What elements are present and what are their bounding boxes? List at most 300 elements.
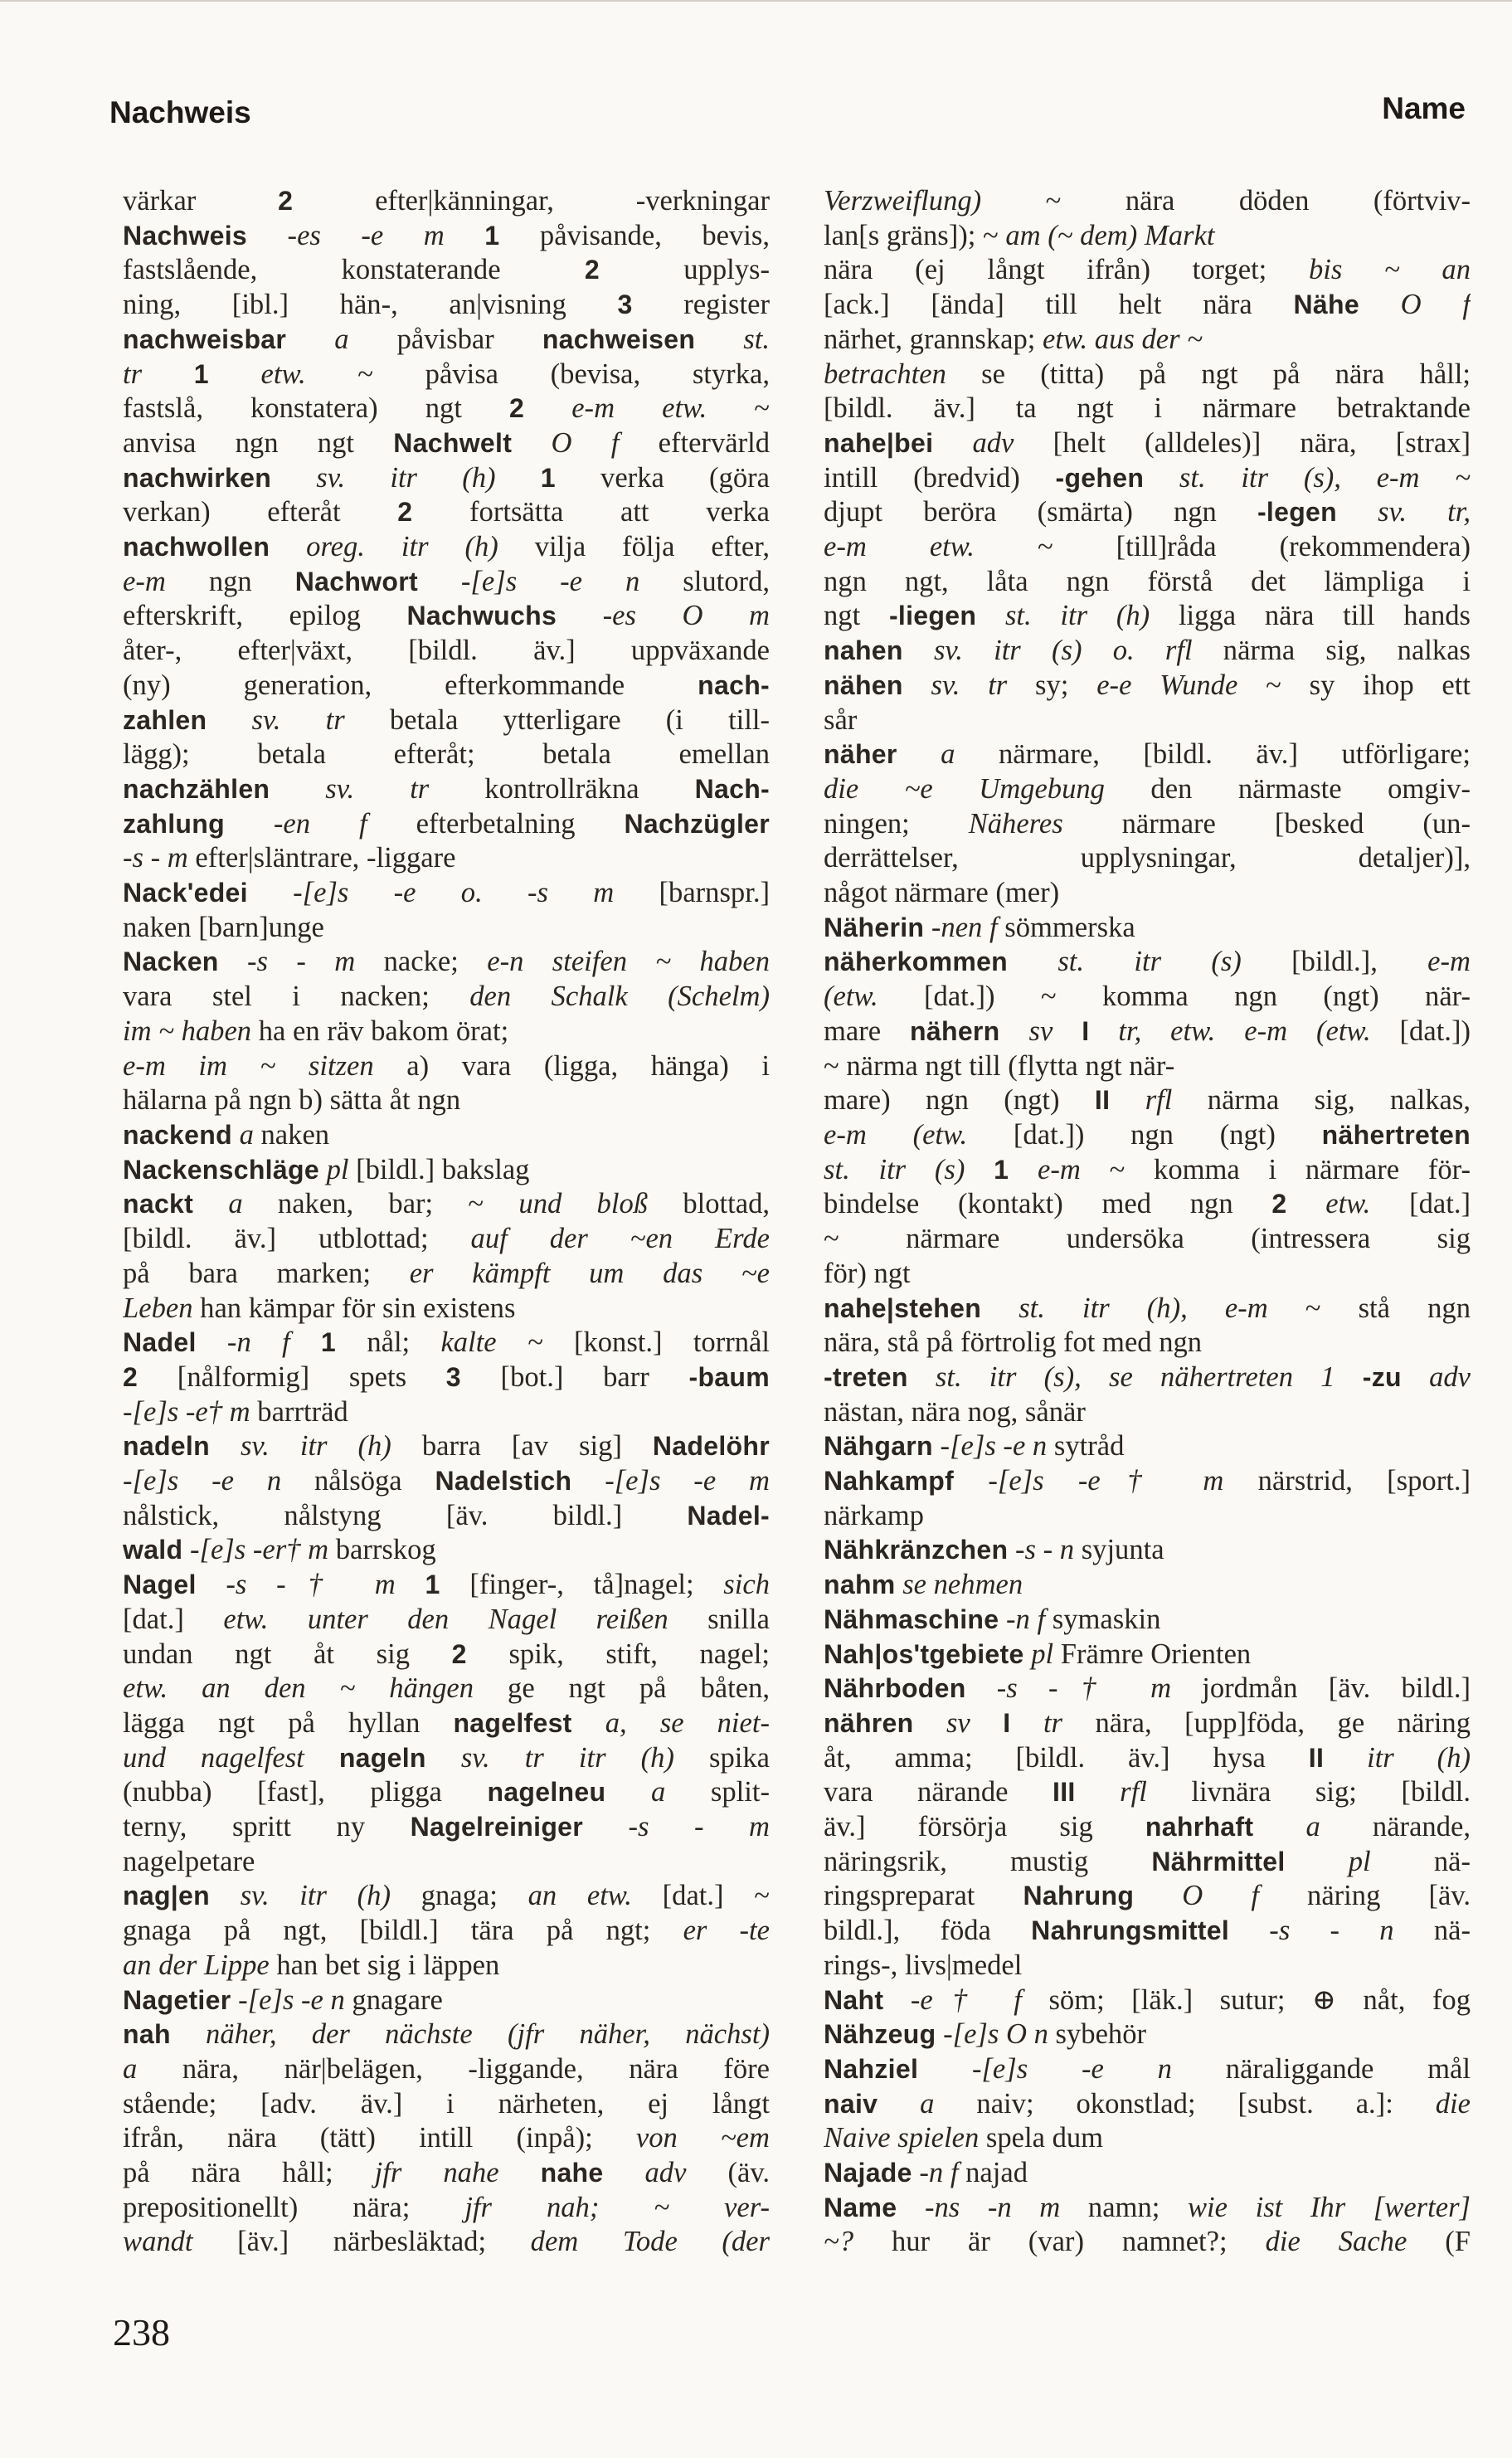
definition-text: ~ [till]råda (rekommendera): [974, 531, 1471, 563]
headword: wald: [123, 1535, 183, 1565]
grammar-note: se nehmen: [895, 1569, 1023, 1601]
entry-line: [123, 1153, 770, 1188]
grammar-note: am (~ dem) Markt: [1005, 219, 1215, 251]
definition-text: sytråd: [1047, 1430, 1125, 1463]
entry-line: [824, 530, 1471, 565]
definition-text: nära, när|belägen, -liggande, nära före: [137, 2052, 770, 2085]
grammar-note: e-m: [123, 565, 166, 597]
definition-text: namn;: [1060, 2191, 1188, 2223]
page-number: 238: [113, 2311, 170, 2353]
entry-line: [824, 1360, 1471, 1395]
grammar-note: -[e]s O n: [936, 2018, 1048, 2051]
definition-text: påvisbar: [348, 323, 542, 355]
grammar-note: e-n steifen ~ haben: [487, 946, 770, 978]
grammar-note: sv. tr: [207, 703, 345, 736]
definition-text: [396, 1569, 425, 1600]
headword: Nadel-: [687, 1500, 770, 1531]
definition-text: fastslå, konstatera) ngt: [123, 392, 510, 425]
headword: 1: [484, 220, 500, 251]
grammar-note: -[e]s -er† m: [182, 1534, 329, 1566]
headword: nadeln: [123, 1431, 210, 1462]
grammar-note: jfr nahe: [374, 2157, 499, 2189]
entry-line: [824, 1672, 1471, 1706]
headword: 3: [617, 290, 633, 320]
grammar-note: st.: [695, 323, 770, 355]
grammar-note: a: [231, 1118, 254, 1151]
entry-line: [824, 1429, 1471, 1464]
headword: 2: [584, 255, 600, 285]
definition-text: (F: [1407, 2226, 1471, 2258]
grammar-note: st. itr (h): [976, 600, 1150, 632]
grammar-note: st. itr (s), e-m ~: [1144, 461, 1471, 494]
definition-text: [bildl. äv.] ta ngt i närmare betraktande: [824, 392, 1471, 425]
headword: nahm: [824, 1570, 896, 1600]
entry-line: [824, 1706, 1471, 1741]
definition-text: närma sig, nalkas,: [1172, 1084, 1471, 1117]
definition-text: [bildl. äv.] utblottad;: [123, 1223, 471, 1255]
grammar-note: -[e]s -e n: [932, 1430, 1048, 1463]
definition-text: ngt: [824, 600, 889, 632]
grammar-note: -ns -n m: [897, 2191, 1061, 2223]
grammar-note: von ~em: [635, 2122, 770, 2154]
grammar-note: a, se niet-: [571, 1706, 770, 1739]
headword: 2: [509, 393, 525, 424]
grammar-note: bis ~ an: [1308, 254, 1471, 286]
definition-text: mare: [824, 1015, 911, 1047]
definition-text: värkar: [123, 185, 279, 217]
entry-line: [824, 1499, 1471, 1534]
grammar-note: an der Lippe: [123, 1949, 270, 1981]
entry-line: [824, 1568, 1471, 1603]
grammar-note: adv: [933, 426, 1014, 459]
grammar-note: oreg. itr (h): [270, 531, 498, 563]
grammar-note: e-m etw.: [524, 392, 707, 425]
headword: nahen: [824, 635, 903, 666]
grammar-note: -n f: [912, 2157, 959, 2189]
entry-line: [123, 1395, 770, 1430]
definition-text: kontrollräkna: [429, 772, 695, 805]
headword: -baum: [688, 1361, 770, 1392]
entry-line: [123, 911, 770, 946]
grammar-note: tr: [123, 358, 194, 390]
definition-text: bindelse (kontakt) med ngn: [824, 1188, 1272, 1220]
definition-text: den närmaste omgiv-: [1104, 772, 1471, 805]
grammar-note: sv. itr (h): [209, 1430, 391, 1463]
entry-line: [824, 703, 1471, 738]
headword: nachweisbar: [123, 324, 287, 354]
headword: nähren: [824, 1707, 914, 1738]
headword: nähen: [824, 669, 903, 700]
grammar-note: Naive spielen: [824, 2122, 980, 2154]
entry-line: [824, 1464, 1471, 1499]
definition-text: hur är (var) namnet?;: [853, 2226, 1266, 2258]
grammar-note: e-m etw.: [824, 531, 975, 563]
headword: 1: [994, 1154, 1009, 1185]
definition-text: fastslående, konstaterande: [123, 254, 585, 286]
headword: 2: [451, 1638, 467, 1669]
grammar-note: -[e]s -e† m: [954, 1465, 1224, 1497]
grammar-note: tr, etw. e-m (etw.: [1089, 1015, 1371, 1047]
grammar-note: er kämpft um das ~e: [409, 1257, 770, 1289]
headword: Nagelreiniger: [410, 1812, 584, 1842]
definition-text: ngn ngt, låta ngn förstå det lämpliga i: [824, 565, 1471, 597]
headword: Nacken: [123, 947, 219, 977]
entry-line: [123, 1222, 770, 1257]
headword: nagelfest: [453, 1707, 572, 1738]
entry-line: [123, 1568, 770, 1603]
headword: Nähmaschine: [824, 1604, 999, 1634]
entry-line: [123, 703, 770, 738]
headword: nahe|bei: [824, 427, 934, 458]
definition-text: [bildl.],: [1241, 946, 1428, 978]
headword: Nachzügler: [624, 808, 770, 839]
grammar-note: und nagelfest: [123, 1741, 304, 1774]
headword: III: [1053, 1777, 1076, 1808]
entry-line: [824, 219, 1471, 254]
definition-text: upplys-: [599, 254, 770, 286]
grammar-note: sv. itr (h): [210, 1880, 391, 1912]
definition-text: nära, stå på förtrolig fot med ngn: [824, 1326, 1203, 1359]
grammar-note: sv. tr: [270, 772, 430, 805]
headword: 2: [123, 1361, 139, 1392]
definition-text: nä-: [1370, 1845, 1471, 1877]
definition-text: [965, 1154, 994, 1185]
grammar-note: -en f: [224, 807, 367, 840]
grammar-note: -e† f: [883, 1983, 1022, 2016]
entry-line: [824, 1049, 1471, 1084]
definition-text: mare) ngn (ngt): [824, 1084, 1095, 1117]
entry-line: [824, 1222, 1471, 1257]
grammar-note: adv: [1401, 1360, 1471, 1393]
grammar-note: Leben: [123, 1292, 193, 1324]
grammar-note: O f: [1134, 1880, 1259, 1912]
entry-line: [123, 2191, 770, 2226]
headword: Nahrung: [1023, 1881, 1135, 1911]
definition-text: verkan) efteråt: [123, 496, 398, 528]
definition-text: nära, [upp]föda, ge näring: [1062, 1706, 1471, 1739]
entry-line: [123, 426, 770, 461]
entry-line: [123, 495, 770, 530]
headword: I: [1003, 1707, 1011, 1738]
definition-text: vara närande: [824, 1776, 1053, 1808]
entry-line: [824, 1949, 1471, 1983]
definition-text: spela dum: [979, 2122, 1104, 2154]
definition-text: betala ytterligare (i till-: [344, 703, 770, 736]
headword: Naht: [824, 1984, 884, 2015]
headword: Nackenschläge: [123, 1154, 319, 1185]
definition-text: nål;: [336, 1326, 441, 1359]
headword: Name: [824, 2192, 897, 2222]
entry-line: [123, 288, 770, 323]
definition-text: ning, [ibl.] hän-, an|visning: [123, 289, 618, 321]
headword: 1: [425, 1570, 440, 1600]
definition-text: närhet, grannskap;: [824, 323, 1043, 355]
entry-line: [824, 253, 1471, 288]
headword: Nähzeug: [824, 2019, 936, 2050]
entry-line: [123, 2121, 770, 2156]
grammar-note: pl: [318, 1153, 349, 1185]
grammar-note: ~?: [824, 2226, 853, 2258]
entry-line: [824, 565, 1471, 600]
definition-text: närande,: [1320, 1811, 1471, 1843]
grammar-note: adv: [603, 2157, 687, 2189]
definition-text: sår: [824, 703, 858, 736]
entry-line: [824, 807, 1471, 842]
headword: zahlung: [123, 808, 225, 839]
entry-line: [824, 2225, 1471, 2260]
entry-line: [824, 495, 1471, 530]
definition-text: nålstick, nålstyng [äv. bildl.]: [123, 1499, 688, 1531]
definition-text: sömmerska: [997, 911, 1135, 943]
headword: nag|en: [123, 1881, 210, 1911]
grammar-note: sv. tr: [902, 669, 1008, 701]
definition-text: [ack.] [ända] till helt nära: [824, 289, 1294, 321]
entry-line: [123, 1499, 770, 1534]
definition-text: [290, 1326, 321, 1358]
grammar-note: st. itr (s): [824, 1153, 965, 1185]
dictionary-column-right: [824, 184, 1471, 2260]
definition-text: ~ närma ngt till (flytta ngt när-: [824, 1049, 1175, 1082]
definition-text: naken [barn]unge: [123, 911, 324, 943]
grammar-note: -[e]s -e† m: [123, 1395, 250, 1428]
grammar-note: st. itr (s), se nähertreten 1: [907, 1360, 1335, 1393]
definition-text: nagelpetare: [123, 1845, 255, 1877]
headword: nachwollen: [123, 532, 270, 562]
entry-line: [123, 1049, 770, 1084]
headword: Nähe: [1293, 290, 1359, 320]
entry-line: [123, 1775, 770, 1810]
headword: Näherin: [824, 912, 925, 942]
headword: II: [1308, 1742, 1325, 1773]
definition-text: [970, 1707, 1003, 1739]
definition-text: spik, stift, nagel;: [466, 1638, 770, 1670]
headword: nagelneu: [487, 1777, 606, 1808]
definition-text: symaskin: [1045, 1603, 1161, 1635]
definition-text: [finger-, tå]nagel;: [440, 1569, 724, 1601]
entry-line: [824, 945, 1471, 980]
headword: 3: [445, 1361, 461, 1392]
entry-line: [123, 807, 770, 842]
entry-line: [123, 737, 770, 772]
definition-text: närkamp: [824, 1499, 924, 1531]
headword: nahe: [540, 2158, 604, 2188]
definition-text: barra [av sig]: [391, 1430, 653, 1463]
grammar-note: -s - m: [123, 842, 188, 874]
grammar-note: etw. aus der ~: [1043, 323, 1203, 355]
grammar-note: -[e]s -e n: [231, 1983, 345, 2016]
definition-text: nästan, nära nog, sånär: [824, 1395, 1086, 1428]
grammar-note: -[e]s -e o. -s m: [247, 877, 615, 909]
headword: nahrhaft: [1145, 1812, 1254, 1842]
entry-line: [123, 219, 770, 254]
definition-text: jordmån [äv. bildl.]: [1171, 1672, 1471, 1705]
grammar-note: -[e]s -e n: [417, 565, 640, 597]
entry-line: [824, 2087, 1471, 2122]
definition-text: vilja följa efter,: [498, 531, 770, 563]
definition-text: nära (ej långt ifrån) torget;: [824, 254, 1309, 286]
definition-text: verka (göra: [555, 461, 770, 494]
definition-text: slutord,: [639, 565, 770, 597]
headword: Nadel: [123, 1327, 197, 1358]
definition-text: barrskog: [328, 1534, 436, 1566]
definition-text: ngn: [165, 565, 295, 597]
definition-text: lan[s gräns]); ~: [824, 219, 1006, 251]
grammar-note: sv. itr (s) o. rfl: [902, 635, 1193, 667]
headword: nageln: [338, 1742, 426, 1773]
headword: -zu: [1362, 1361, 1402, 1392]
entry-line: [123, 1603, 770, 1638]
definition-text: bildl.], föda: [824, 1915, 1032, 1947]
headword: Nachweis: [123, 220, 248, 251]
grammar-note: -[e]s -e m: [571, 1465, 770, 1497]
definition-text: blottad,: [648, 1188, 770, 1220]
definition-text: ~ påvisa (bevisa, styrka,: [305, 358, 770, 390]
definition-text: ge ngt på båten,: [474, 1672, 770, 1705]
definition-text: näraliggande mål: [1171, 2052, 1471, 2085]
entry-line: [123, 1949, 770, 1983]
grammar-note: betrachten: [824, 358, 946, 390]
grammar-note: den Schalk (Schelm): [469, 981, 770, 1013]
headword: 1: [320, 1327, 337, 1358]
entry-line: [824, 358, 1471, 392]
grammar-note: sich: [723, 1569, 770, 1601]
entry-line: [824, 1810, 1471, 1845]
definition-text: äv.] försörja sig: [824, 1811, 1145, 1843]
headword: Nahziel: [824, 2053, 919, 2084]
entry-line: [824, 184, 1471, 219]
definition-text: se (titta) på ngt på nära håll;: [946, 358, 1471, 390]
entry-line: [824, 323, 1471, 358]
grammar-note: rfl: [1075, 1776, 1147, 1808]
definition-text: ~ närmare undersöka (intressera sig: [824, 1223, 1471, 1255]
entry-line: [824, 980, 1471, 1015]
definition-text: [1335, 1361, 1363, 1393]
grammar-note: wandt: [123, 2226, 193, 2258]
entry-line: [123, 1257, 770, 1292]
entry-line: [123, 1810, 770, 1845]
definition-text: snilla: [668, 1603, 770, 1635]
headword: nahe|stehen: [824, 1292, 982, 1323]
definition-text: [dat.]: [123, 1603, 224, 1635]
entry-line: [123, 1879, 770, 1914]
grammar-note: -nen f: [924, 911, 998, 943]
entry-line: [123, 2225, 770, 2260]
headword: Nähgarn: [824, 1431, 933, 1462]
grammar-note: e-e Wunde: [1096, 669, 1238, 701]
definition-text: stående; [adv. äv.] i närheten, ej långt: [123, 2087, 770, 2120]
running-head-right: Name: [1382, 91, 1466, 125]
entry-line: [824, 2121, 1471, 2156]
definition-text: [496, 462, 541, 494]
entry-line: [824, 1914, 1471, 1949]
headword: Nahrungsmittel: [1031, 1915, 1230, 1946]
headword: nach-: [698, 669, 770, 700]
definition-text: (äv.: [686, 2157, 770, 2189]
grammar-note: an etw.: [527, 1880, 632, 1912]
grammar-note: a: [193, 1188, 243, 1220]
grammar-note: und bloß: [518, 1188, 649, 1220]
grammar-note: a: [605, 1776, 666, 1808]
headword: I: [1082, 1015, 1090, 1046]
definition-text: åt, amma; [bildl. äv.] hysa: [824, 1741, 1309, 1774]
definition-text: naiv; okonstlad; [subst. a.]:: [934, 2087, 1436, 2120]
entry-line: [123, 1638, 770, 1672]
entry-line: [123, 1706, 770, 1741]
entry-line: [824, 1741, 1471, 1776]
grammar-note: st. itr (h), e-m: [981, 1292, 1268, 1324]
definition-text: ha en räv bakom örat;: [251, 1015, 509, 1047]
definition-text: najad: [958, 2157, 1028, 2189]
running-head-left: Nachweis: [109, 95, 251, 129]
grammar-note: a: [897, 738, 955, 771]
headword: näherkommen: [824, 947, 1009, 977]
headword: naiv: [824, 2088, 878, 2119]
grammar-note: Verzweiflung): [824, 185, 982, 217]
definition-text: efter|släntrare, -liggare: [187, 842, 456, 874]
entry-line: [824, 669, 1471, 703]
grammar-note: -[e]s -e n: [918, 2052, 1172, 2085]
grammar-note: -s -† m: [196, 1569, 396, 1601]
definition-text: [helt (alldeles)] nära, [strax]: [1014, 426, 1471, 459]
entry-line: [824, 1533, 1471, 1568]
entry-line: [123, 669, 770, 703]
definition-text: han kämpar för sin existens: [192, 1292, 516, 1324]
definition-text: påvisande, bevis,: [499, 219, 770, 251]
definition-text: ~ komma i närmare för-: [1080, 1153, 1471, 1185]
entry-line: [123, 599, 770, 634]
definition-text: för) ngt: [824, 1257, 911, 1289]
entry-line: [824, 841, 1471, 876]
grammar-note: auf der ~en Erde: [470, 1223, 770, 1255]
headword: Nack'edei: [123, 878, 248, 908]
definition-text: sy;: [1007, 669, 1097, 701]
definition-text: gnaga;: [390, 1880, 528, 1912]
definition-text: [bildl.] bakslag: [348, 1153, 530, 1185]
grammar-note: sv: [999, 1015, 1053, 1047]
grammar-note: pl: [1285, 1845, 1371, 1877]
entry-line: [123, 358, 770, 392]
grammar-note: die Sache: [1265, 2226, 1407, 2258]
entry-line: [123, 945, 770, 980]
grammar-note: pl: [1023, 1638, 1054, 1670]
grammar-note: O f: [1359, 289, 1471, 321]
entry-line: [123, 1015, 770, 1049]
definition-text: rings-, livs|medel: [824, 1949, 1023, 1981]
definition-text: undan ngt åt sig: [123, 1638, 452, 1670]
headword: nackt: [123, 1189, 194, 1219]
grammar-note: er -te: [683, 1915, 770, 1947]
entry-line: [123, 565, 770, 600]
entry-line: [824, 911, 1471, 946]
headword: nähern: [910, 1015, 1000, 1046]
definition-text: [dat.]) ngn (ngt): [967, 1118, 1322, 1151]
headword: näher: [824, 739, 897, 770]
entry-line: [123, 323, 770, 358]
grammar-note: sv. itr (h): [271, 461, 496, 494]
definition-text: på bara marken;: [123, 1257, 410, 1289]
grammar-note: etw. an den ~ hängen: [123, 1672, 474, 1705]
entry-line: [123, 392, 770, 426]
entry-line: [123, 253, 770, 288]
headword: -gehen: [1055, 462, 1145, 493]
definition-text: a) vara (ligga, hänga) i: [373, 1049, 770, 1082]
entry-line: [123, 1845, 770, 1880]
entry-line: [824, 1187, 1471, 1222]
entry-line: [123, 2156, 770, 2191]
definition-text: ringspreparat: [824, 1880, 1023, 1912]
definition-text: [dat.]): [1370, 1015, 1471, 1047]
definition-text: gnagare: [344, 1983, 443, 2016]
